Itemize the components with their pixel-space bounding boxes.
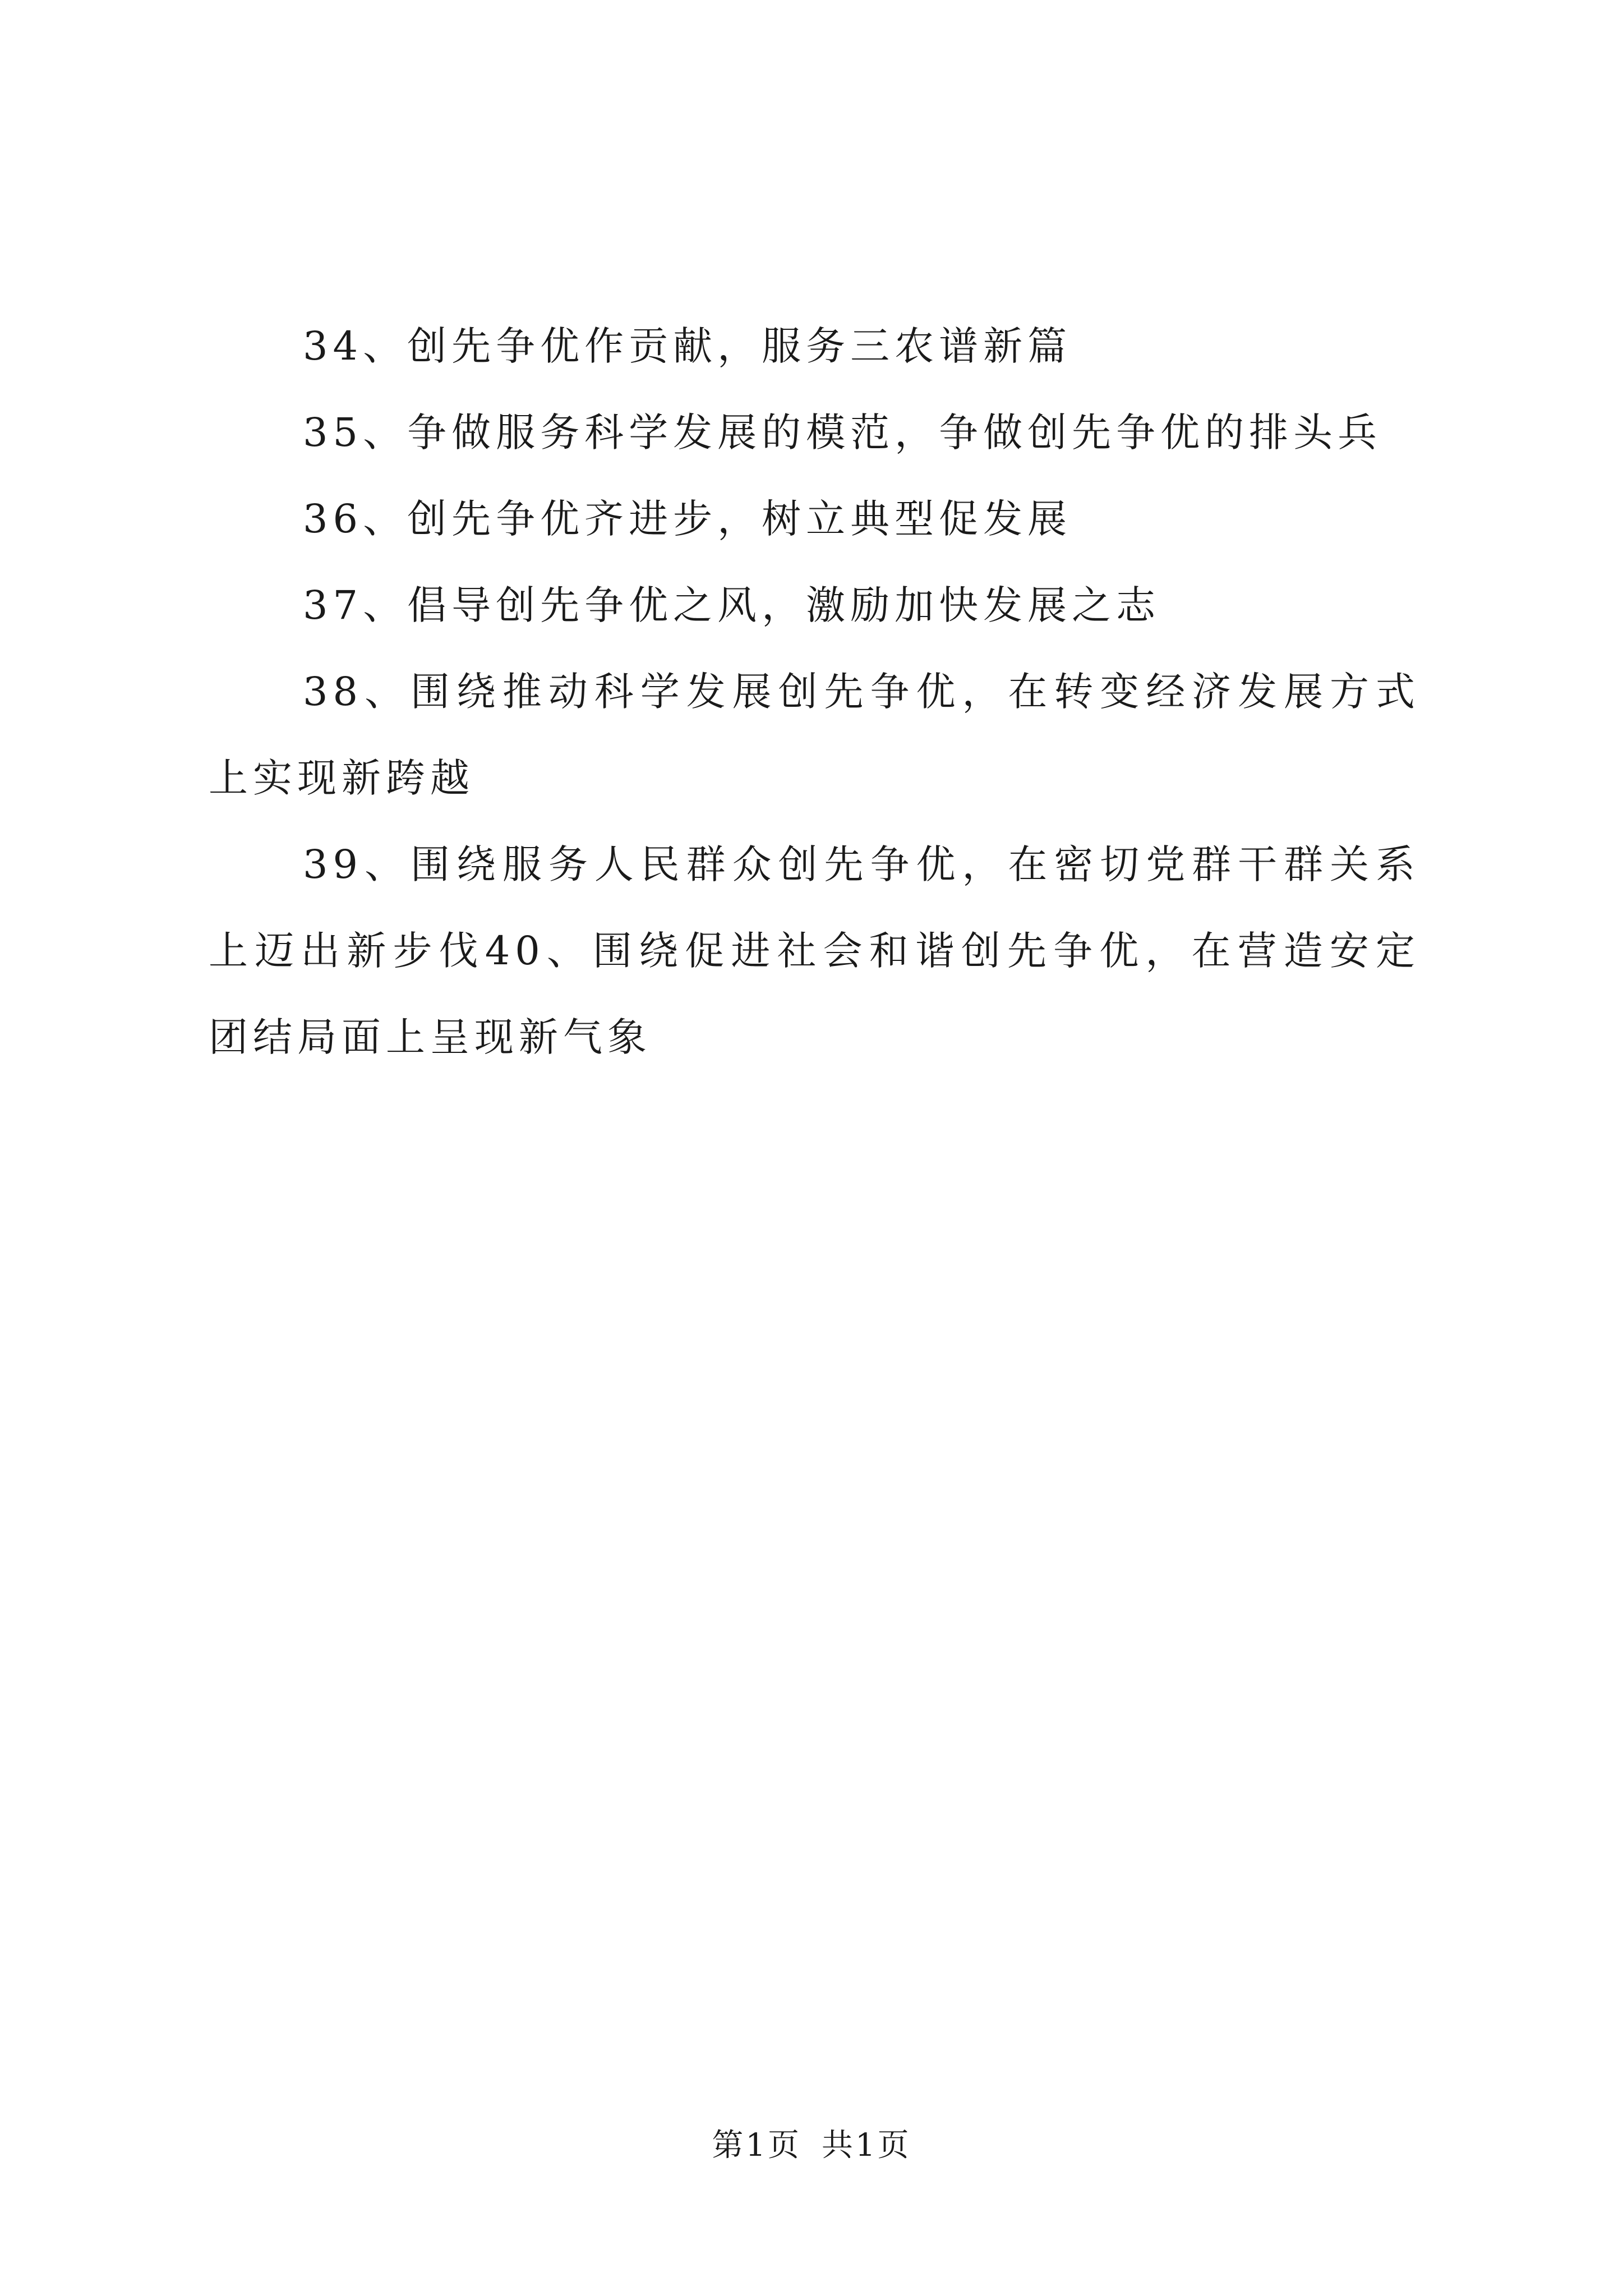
current-page-label: 第1页 [712, 2127, 801, 2164]
document-body [209, 303, 1420, 1080]
list-item: 38、围绕推动科学发展创先争优，在转变经济发展方式上实现新跨越 [209, 669, 1420, 801]
page-footer [0, 2120, 1623, 2165]
list-item: 36、创先争优齐进步，树立典型促发展 [303, 496, 1072, 542]
list-item: 34、创先争优作贡献，服务三农谱新篇 [303, 323, 1072, 369]
list-item: 39、围绕服务人民群众创先争优，在密切党群干群关系上迈出新步伐40、围绕促进社会和谐创先争优，在营造安定团结局面上呈现新气象 [209, 841, 1420, 1060]
total-pages-label: 共1页 [822, 2127, 911, 2164]
list-item: 35、争做服务科学发展的模范，争做创先争优的排头兵 [303, 409, 1382, 455]
list-item: 37、倡导创先争优之风，激励加快发展之志 [303, 582, 1161, 628]
